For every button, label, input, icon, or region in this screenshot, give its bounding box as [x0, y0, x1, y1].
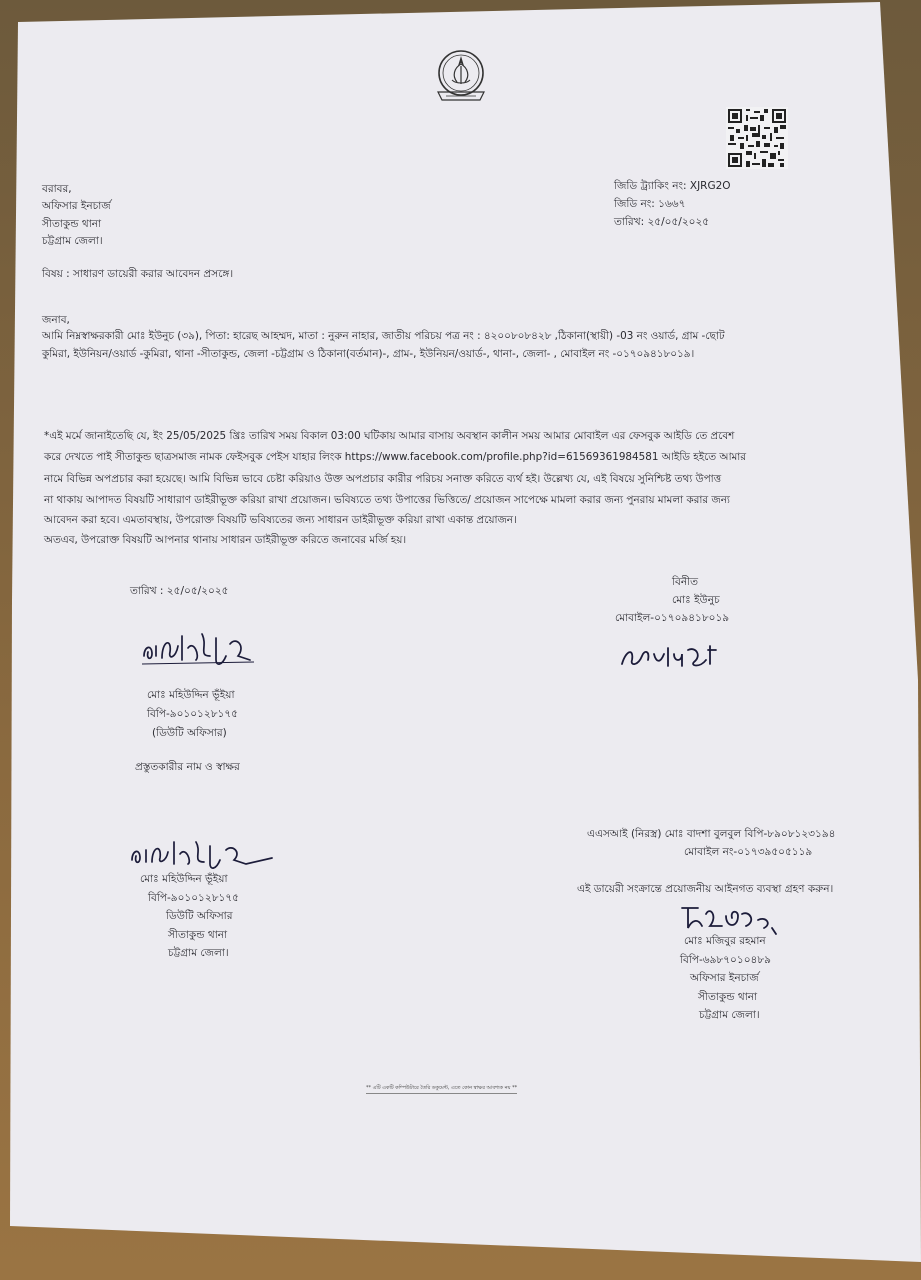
duty-officer-role: ডিউটি অফিসার — [166, 910, 233, 922]
statement-line-2: করে দেখতে পাই সীতাকুন্ড ছাত্রসমাজ নামক ফেইসবুক পেইস যাহার লিংক https://www.facebook.com/profile.php?id=61569361984581 আইডি হইতে আমার — [44, 451, 746, 463]
recipient-salutation: বরাবর, — [42, 183, 72, 195]
duty-officer-signature — [126, 836, 276, 876]
statement-line-4: না থাকায় আপাদত বিষয়টি সাধারাণ ডাইরীভূক্ত করিয়া রাখা প্রয়োজন। ভবিষ্যতে তথ্য উপাত্তের ভিত্তিতে/ প্রয়োজন সাপেক্ষে মামলা করার জন্য পুনরায় মামলা করার জন্য — [44, 494, 730, 506]
oc-bp: বিপি-৬৯৮৭০১০৪৮৯ — [680, 954, 771, 966]
duty-officer-station: সীতাকুন্ড থানা — [168, 929, 228, 941]
qr-code-icon — [726, 107, 788, 169]
preparer-name: মোঃ মহিউদ্দিন ভূঁইয়া — [147, 689, 235, 701]
statement-line-1: *এই মর্মে জানাইতেছি যে, ইং 25/05/2025 খ্রিঃ তারিখ সময় বিকাল 03:00 ঘটিকায় আমার বাসায় অবস্থান কালীন সময় আমার মোবাইল এর ফেসবুক আইডি তে প্রবেশ — [44, 430, 735, 442]
gd-tracking-number: জিডি ট্র্যাকিং নং: XJRG2O — [614, 180, 731, 192]
police-emblem-icon — [430, 44, 492, 106]
statement-line-5: আবেদন করা হবে। এমতাবস্থায়, উপরোক্ত বিষয়টি ভবিষ্যতের জন্য সাধারন ডাইরীভূক্ত করিয়া রাখা একান্ত প্রয়োজন। — [44, 514, 517, 526]
gd-number: জিডি নং: ১৬৬৭ — [614, 198, 686, 210]
footer-note: ** এটি একটি কম্পিউটারে তৈরি ডকুমেন্ট, এতে কোন স্বাক্ষর আবশ্যক নয় ** — [366, 1085, 517, 1094]
applicant-details-line-1: আমি নিম্নস্বাক্ষরকারী মোঃ ইউনুচ (৩৯), পিতা: হারেছ আহম্মদ, মাতা : নুরুন নাহার, জাতীয় পরিচয় পত্র নং : ৪২০০৮০৮৪২৮ ,ঠিকানা(স্থায়ী) -03 নং ওয়ার্ড, গ্রাম -ছোট — [42, 330, 725, 342]
recipient-station: সীতাকুন্ড থানা — [42, 218, 102, 230]
statement-line-3: নামে বিভিন্ন অপপ্রচার করা হয়েছে। আমি বিভিন্ন ভাবে চেষ্টা করিয়াও উক্ত অপপ্রচার কারীর পরিচয় সনাক্ত করিতে ব্যর্থ হই। উল্লেখ্য যে, এই বিষয়ে সুনিশ্চিষ্ট তথ্য উপাত্ত — [44, 473, 722, 485]
oc-role: অফিসার ইনচার্জ — [690, 972, 759, 984]
gd-date: তারিখ: ২৫/০৫/২০২৫ — [614, 216, 710, 228]
duty-officer-bp: বিপি-৯০১০১২৮১৭৫ — [148, 892, 239, 904]
salutation: জনাব, — [42, 314, 70, 326]
preparer-caption: প্রস্তুতকারীর নাম ও স্বাক্ষর — [135, 761, 240, 773]
application-date: তারিখ : ২৫/০৫/২০২৫ — [130, 585, 229, 597]
subject-line: বিষয় : সাধারণ ডায়েরী করার আবেদন প্রসঙ্গে। — [42, 268, 234, 280]
recipient-district: চট্টগ্রাম জেলা। — [42, 235, 103, 247]
applicant-mobile: মোবাইল-০১৭০৯৪১৮০১৯ — [615, 612, 730, 624]
closing-word: বিনীত — [672, 576, 698, 588]
preparer-signature — [138, 626, 258, 676]
officer-in-charge-signature — [676, 900, 786, 936]
duty-officer-name: মোঃ মহিউদ্দিন ভূঁইয়া — [140, 873, 228, 885]
oc-district: চট্টগ্রাম জেলা। — [699, 1009, 760, 1021]
duty-officer-district: চট্টগ্রাম জেলা। — [168, 947, 229, 959]
assigned-officer: এএসআই (নিরস্ত্র) মোঃ বাদশা বুলবুল বিপি-৮৯০৮১২৩১৯৪ — [587, 828, 836, 840]
applicant-name: মোঃ ইউনুচ — [672, 594, 720, 606]
preparer-role: (ডিউটি অফিসার) — [152, 727, 227, 739]
oc-instruction: এই ডায়েরী সংক্রান্তে প্রয়োজনীয় আইনগত ব্যবস্থা গ্রহণ করুন। — [577, 883, 834, 895]
statement-line-6: অতএব, উপরোক্ত বিষয়টি আপনার থানায় সাধারন ডাইরীভূক্ত করিতে জনাবের মর্জি হয়। — [44, 534, 407, 546]
applicant-signature — [616, 636, 726, 676]
recipient-title: অফিসার ইনচার্জ — [42, 200, 111, 212]
oc-name: মোঃ মজিবুর রহমান — [684, 935, 766, 947]
applicant-details-line-2: কুমিরা, ইউনিয়ন/ওয়ার্ড -কুমিরা, থানা -সীতাকুন্ড, জেলা -চট্টগ্রাম ও ঠিকানা(বর্তমান)-, গ্রাম-, ইউনিয়ন/ওয়ার্ড-, থানা-, জেলা- , মোবাইল নং -০১৭০৯৪১৮০১৯। — [42, 348, 695, 360]
assigned-officer-mobile: মোবাইল নং-০১৭৩৯৫০৫১১৯ — [684, 846, 813, 858]
oc-station: সীতাকুন্ড থানা — [698, 991, 758, 1003]
preparer-bp: বিপি-৯০১০১২৮১৭৫ — [147, 708, 238, 720]
